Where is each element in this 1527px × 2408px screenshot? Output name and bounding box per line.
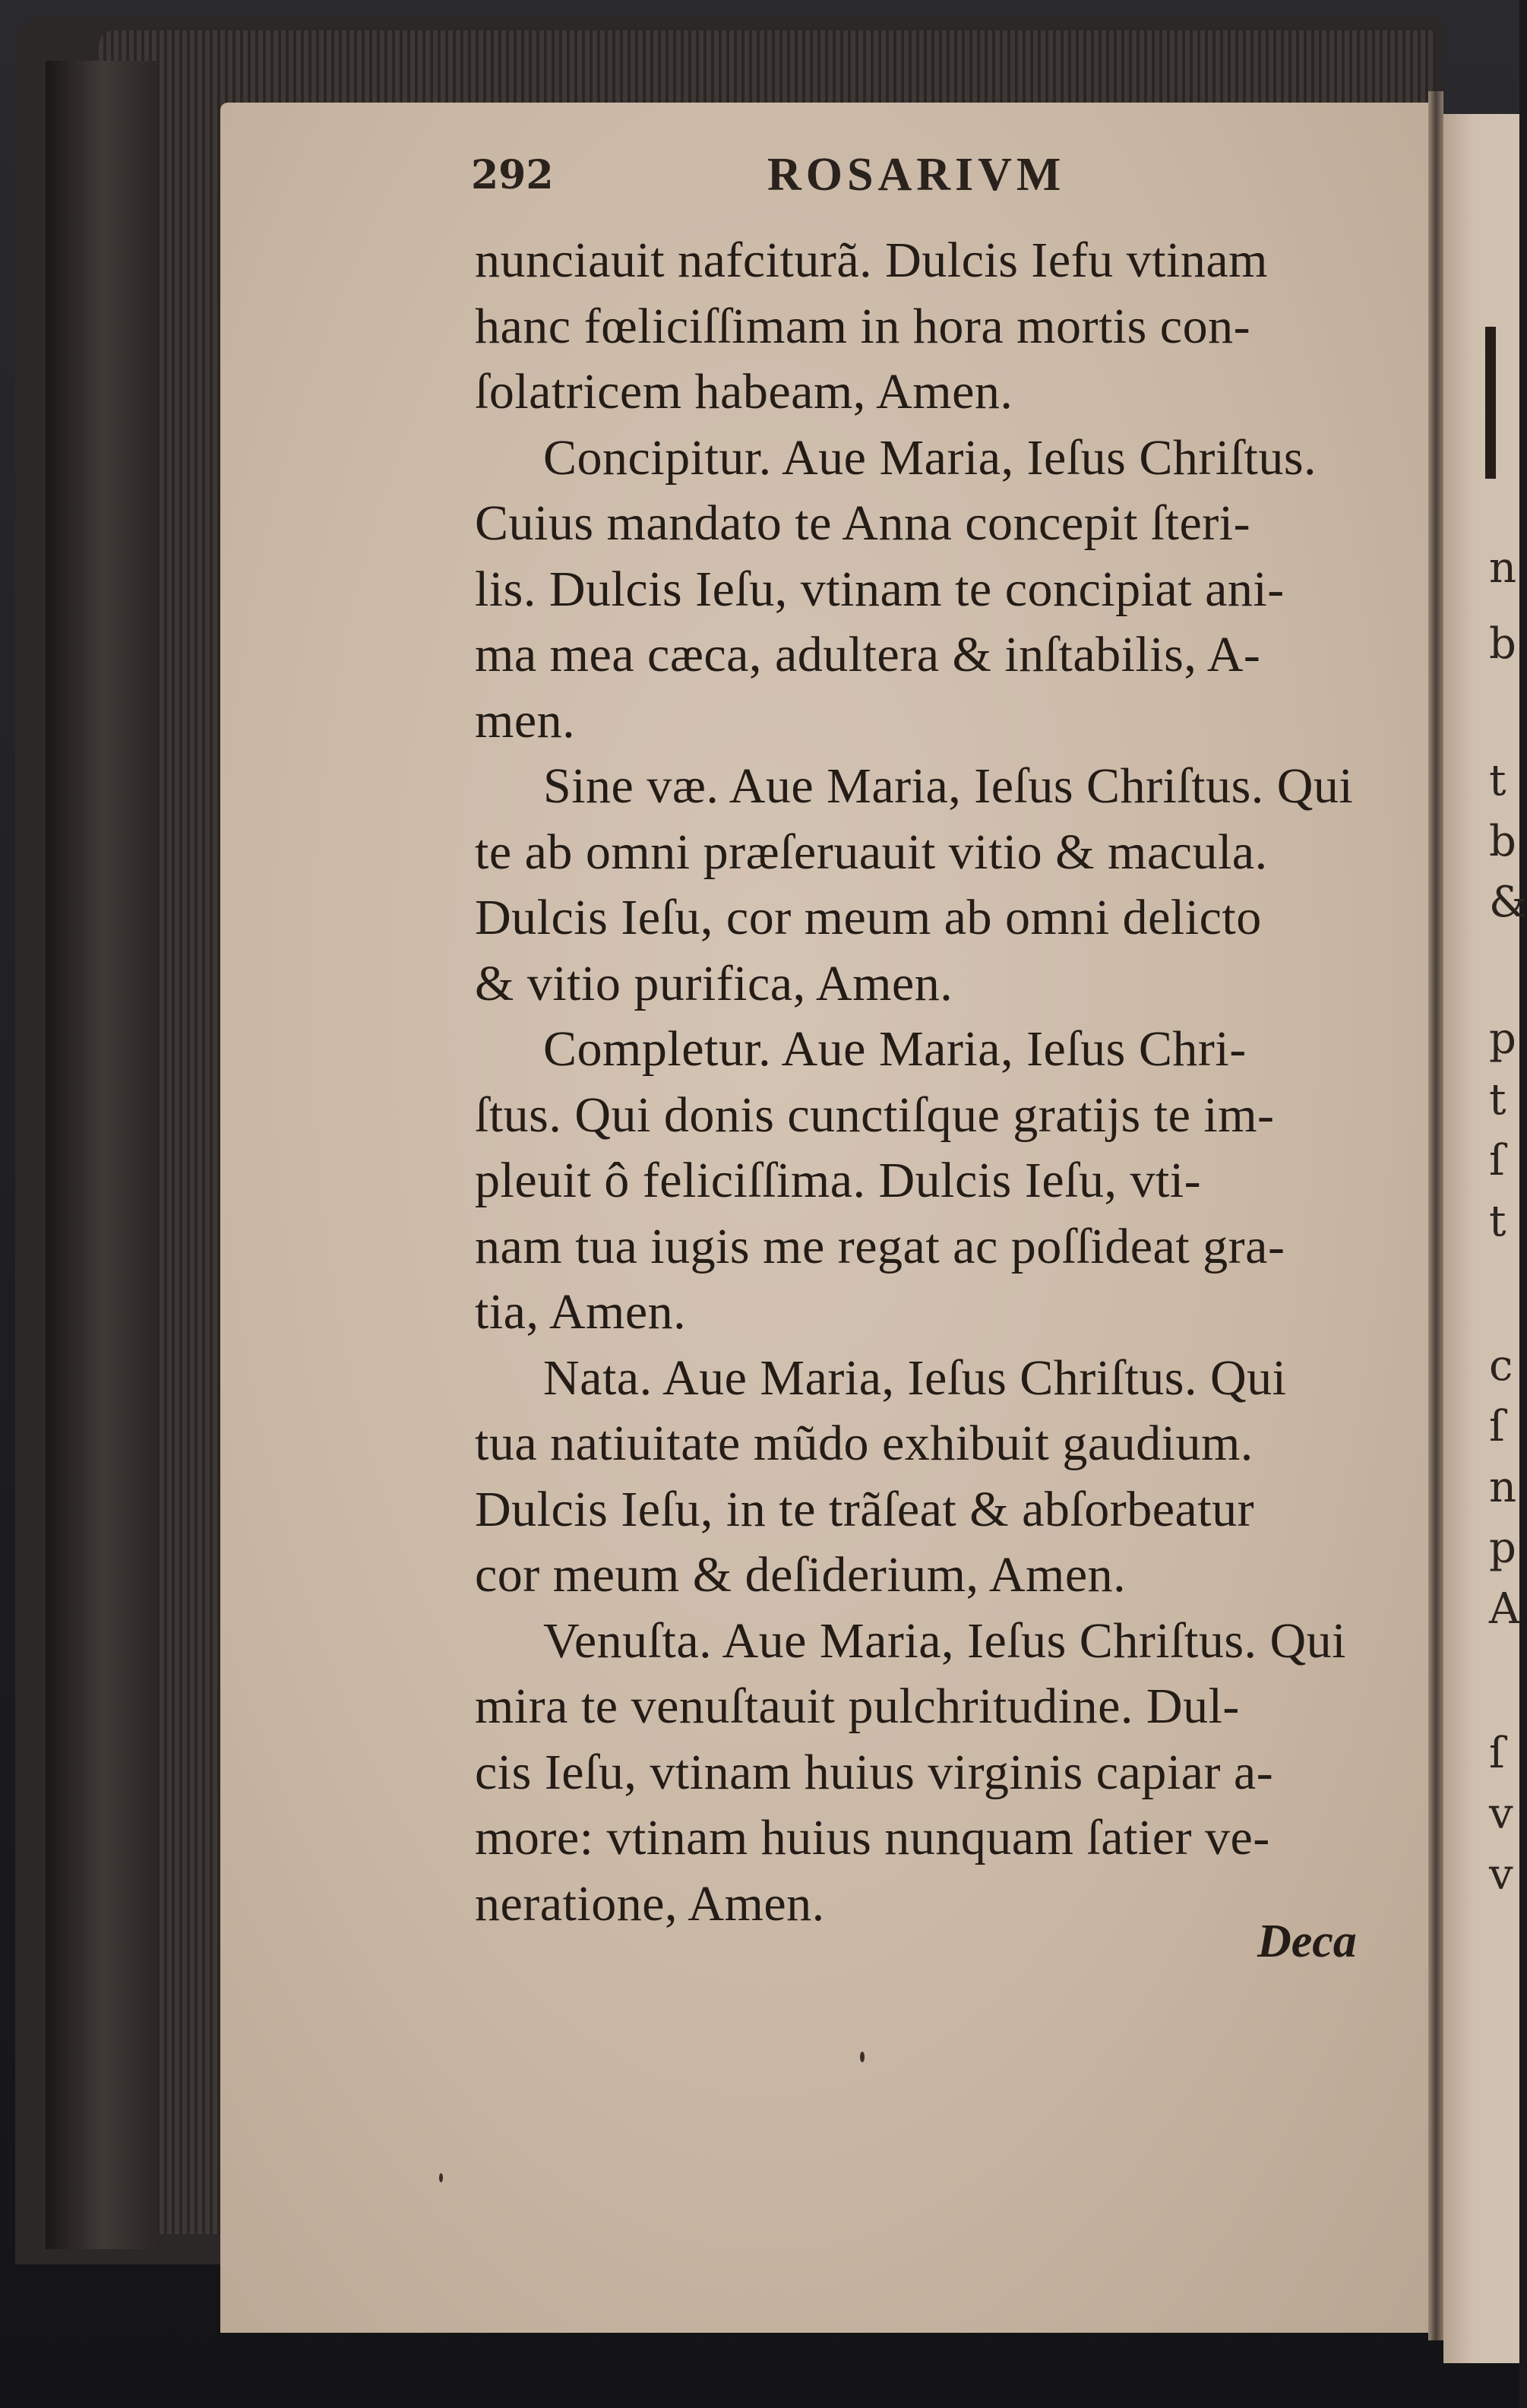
facing-page-letter: b: [1489, 817, 1516, 866]
text-line-2: hanc fœliciſſimam in hora mortis con-: [475, 298, 1251, 354]
text-line-25: more: vtinam huius nunquam ſatier ve-: [475, 1810, 1270, 1865]
text-line-12: & vitio purifica, Amen.: [475, 955, 953, 1011]
facing-page-letter: b: [1489, 619, 1516, 669]
text-line-26: neratione, Amen.: [475, 1875, 825, 1932]
facing-page-letter: v: [1489, 1850, 1513, 1900]
text-line-3: ſolatricem habeam, Amen.: [475, 364, 1013, 419]
text-line-14: ſtus. Qui donis cunctiſque gratijs te im-: [475, 1087, 1275, 1143]
facing-page-letter: ſ: [1489, 1402, 1505, 1451]
text-line-21: cor meum & deſiderium, Amen.: [475, 1547, 1127, 1603]
text-line-18: Nata. Aue Maria, Ieſus Chriſtus. Qui: [543, 1350, 1287, 1406]
text-line-9: Sine væ. Aue Maria, Ieſus Chriſtus. Qui: [543, 758, 1354, 814]
facing-page-letter: n: [1489, 543, 1517, 593]
text-line-17: tia, Amen.: [475, 1284, 687, 1340]
text-line-10: te ab omni præſeruauit vitio & macula.: [475, 824, 1268, 880]
text-line-1: nunciauit nafciturã. Dulcis Iefu vtinam: [475, 233, 1268, 288]
facing-page-letter: v: [1489, 1789, 1513, 1839]
facing-page-letter: ſ: [1489, 1136, 1505, 1185]
facing-decorated-initial: [1485, 327, 1519, 479]
facing-page-letter: p: [1489, 1014, 1516, 1064]
text-line-4: Concipitur. Aue Maria, Ieſus Chriſtus.: [543, 429, 1317, 486]
facing-page-letter: n: [1489, 1463, 1517, 1512]
text-line-15: pleuit ô feliciſſima. Dulcis Ieſu, vti-: [475, 1153, 1202, 1208]
ink-speck: [860, 2052, 865, 2062]
folio-number: 292: [471, 152, 554, 198]
facing-page-letter: c: [1489, 1341, 1513, 1391]
facing-page-letter: ſ: [1489, 1729, 1505, 1778]
text-line-19: tua natiuitate mũdo exhibuit gaudium.: [475, 1416, 1254, 1471]
facing-page-letter: t: [1489, 756, 1506, 805]
ink-speck: [439, 2173, 443, 2182]
facing-page-letter: A: [1489, 1584, 1520, 1634]
text-line-13: Completur. Aue Maria, Ieſus Chri-: [543, 1021, 1247, 1077]
text-line-20: Dulcis Ieſu, in te trãſeat & abſorbeatur: [475, 1481, 1255, 1537]
body-text: [475, 228, 1394, 1937]
facing-page-letter: t: [1489, 1075, 1506, 1125]
text-line-24: cis Ieſu, vtinam huius virginis capiar a-: [475, 1744, 1274, 1800]
catchword: Deca: [1257, 1916, 1357, 1967]
text-line-7: ma mea cæca, adultera & inſtabilis, A-: [475, 627, 1261, 682]
facing-page-letter: t: [1489, 1197, 1506, 1246]
text-line-16: nam tua iugis me regat ac poſſideat gra-: [475, 1218, 1285, 1274]
fore-edge-shadow: [46, 61, 160, 2249]
facing-page-letter: &: [1489, 878, 1527, 927]
text-line-23: mira te venuſtauit pulchritudine. Dul-: [475, 1679, 1240, 1734]
text-line-11: Dulcis Ieſu, cor meum ab omni delicto: [475, 890, 1262, 945]
text-line-5: Cuius mandato te Anna concepit ſteri-: [475, 495, 1251, 551]
running-head: ROSARIVM: [767, 149, 1066, 201]
text-line-8: men.: [475, 692, 576, 748]
text-line-6: lis. Dulcis Ieſu, vtinam te concipiat ani-: [475, 561, 1285, 617]
facing-page-letter: p: [1489, 1524, 1516, 1573]
text-line-22: Venuſta. Aue Maria, Ieſus Chriſtus. Qui: [543, 1612, 1347, 1669]
book-gutter: [1428, 91, 1443, 2340]
